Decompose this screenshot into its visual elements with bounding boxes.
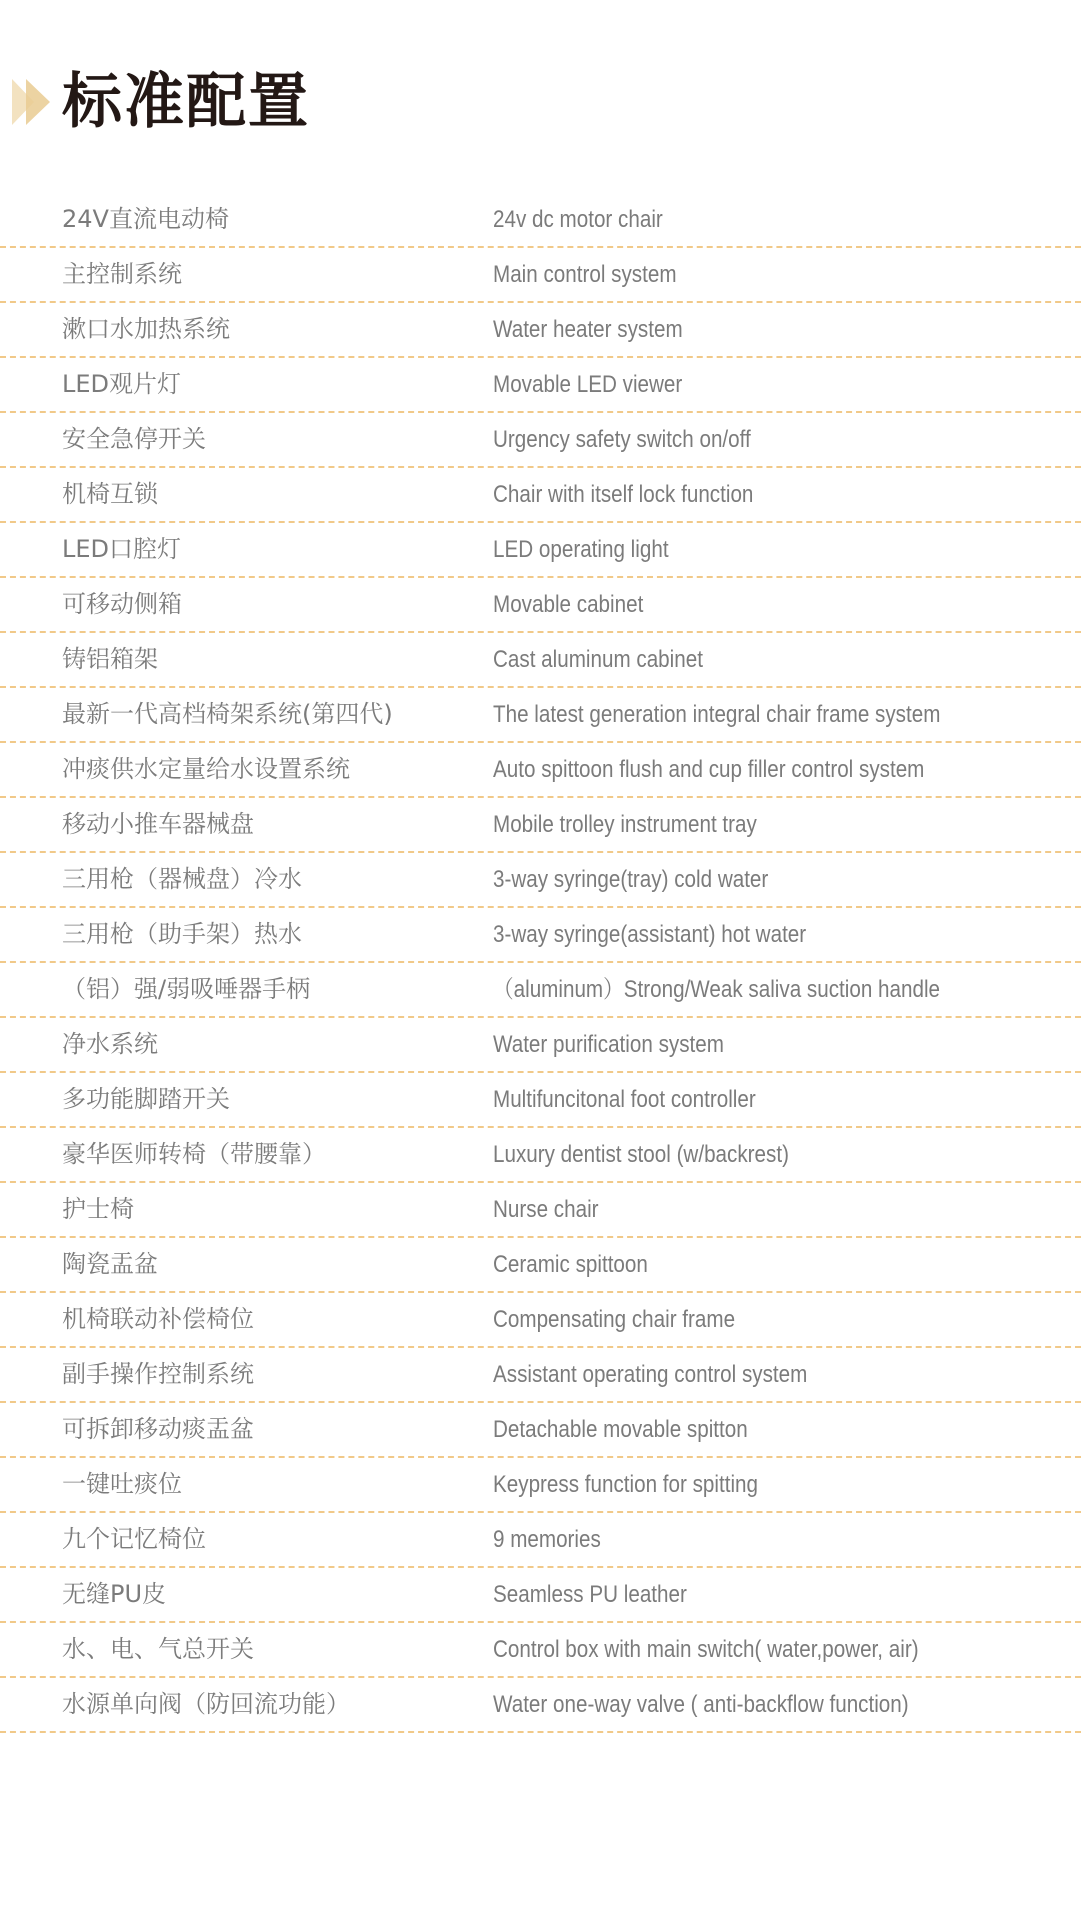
spec-row: [0, 853, 1081, 908]
spec-row: [0, 908, 1081, 963]
spec-cn: 机椅互锁: [62, 480, 158, 508]
spec-en: LED operating light: [493, 536, 669, 563]
spec-row: [0, 413, 1081, 468]
spec-cn: 可拆卸移动痰盂盆: [62, 1415, 254, 1443]
spec-cn: 净水系统: [62, 1030, 158, 1058]
spec-cn: 陶瓷盂盆: [62, 1250, 158, 1278]
spec-en: Multifuncitonal foot controller: [493, 1086, 756, 1113]
spec-en: Water heater system: [493, 316, 683, 343]
spec-cn: 水、电、气总开关: [62, 1635, 254, 1663]
spec-row: [0, 1403, 1081, 1458]
spec-row: [0, 248, 1081, 303]
spec-en: Auto spittoon flush and cup filler control system: [493, 756, 925, 783]
spec-cn: 多功能脚踏开关: [62, 1085, 230, 1113]
spec-en: Compensating chair frame: [493, 1306, 736, 1333]
spec-cn: 机椅联动补偿椅位: [62, 1305, 254, 1333]
spec-en: Water one-way valve ( anti-backflow function): [493, 1691, 909, 1718]
spec-cn: （铝）强/弱吸唾器手柄: [62, 975, 311, 1003]
spec-row: [0, 523, 1081, 578]
spec-cn: 水源单向阀（防回流功能）: [62, 1690, 350, 1718]
spec-row: [0, 1678, 1081, 1733]
spec-en: Water purification system: [493, 1031, 724, 1058]
spec-en: 24v dc motor chair: [493, 206, 663, 233]
spec-en: Cast aluminum cabinet: [493, 646, 703, 673]
spec-row: [0, 633, 1081, 688]
spec-row: [0, 1238, 1081, 1293]
spec-en: Main control system: [493, 261, 677, 288]
spec-cn: 铸铝箱架: [62, 645, 158, 673]
spec-cn: 一键吐痰位: [62, 1470, 182, 1498]
spec-list: [0, 193, 1081, 1733]
spec-row: [0, 1568, 1081, 1623]
spec-row: [0, 303, 1081, 358]
spec-cn: 可移动侧箱: [62, 590, 182, 618]
spec-en: Assistant operating control system: [493, 1361, 808, 1388]
page-header: [12, 62, 310, 142]
spec-en: 9 memories: [493, 1526, 601, 1553]
spec-cn: 无缝PU皮: [62, 1580, 167, 1608]
spec-cn: LED口腔灯: [62, 535, 182, 563]
spec-en: The latest generation integral chair frame system: [493, 701, 941, 728]
spec-cn: 护士椅: [62, 1195, 134, 1223]
spec-row: [0, 578, 1081, 633]
spec-cn: 三用枪（助手架）热水: [62, 920, 302, 948]
spec-cn: 移动小推车器械盘: [62, 810, 254, 838]
spec-cn: 冲痰供水定量给水设置系统: [62, 755, 350, 783]
spec-row: [0, 1293, 1081, 1348]
spec-row: [0, 468, 1081, 523]
spec-cn: 九个记忆椅位: [62, 1525, 206, 1553]
spec-row: [0, 743, 1081, 798]
spec-en: Keypress function for spitting: [493, 1471, 759, 1498]
spec-row: [0, 193, 1081, 248]
spec-row: [0, 1513, 1081, 1568]
spec-row: [0, 358, 1081, 413]
page-title: 标准配置: [62, 67, 310, 137]
spec-cn: 三用枪（器械盘）冷水: [62, 865, 302, 893]
spec-en: Chair with itself lock function: [493, 481, 754, 508]
spec-en: Detachable movable spitton: [493, 1416, 748, 1443]
spec-cn: 24V直流电动椅: [62, 205, 229, 233]
spec-en: Seamless PU leather: [493, 1581, 687, 1608]
spec-en: Nurse chair: [493, 1196, 599, 1223]
spec-en: 3-way syringe(tray) cold water: [493, 866, 769, 893]
spec-row: [0, 688, 1081, 743]
spec-cn: 漱口水加热系统: [62, 315, 230, 343]
spec-cn: 豪华医师转椅（带腰靠）: [62, 1140, 326, 1168]
spec-row: [0, 1623, 1081, 1678]
spec-en: Luxury dentist stool (w/backrest): [493, 1141, 789, 1168]
spec-en: Movable cabinet: [493, 591, 644, 618]
spec-row: [0, 1458, 1081, 1513]
spec-en: Mobile trolley instrument tray: [493, 811, 757, 838]
double-chevron-right-icon: [12, 79, 54, 125]
spec-cn: 最新一代高档椅架系统(第四代): [62, 700, 393, 728]
spec-cn: LED观片灯: [62, 370, 182, 398]
spec-row: [0, 1018, 1081, 1073]
spec-en: Control box with main switch( water,power, air): [493, 1636, 919, 1663]
spec-cn: 主控制系统: [62, 260, 182, 288]
spec-row: [0, 798, 1081, 853]
spec-row: [0, 963, 1081, 1018]
spec-row: [0, 1348, 1081, 1403]
spec-en: Ceramic spittoon: [493, 1251, 648, 1278]
spec-en: Movable LED viewer: [493, 371, 683, 398]
spec-en: 3-way syringe(assistant) hot water: [493, 921, 807, 948]
spec-cn: 安全急停开关: [62, 425, 206, 453]
spec-row: [0, 1183, 1081, 1238]
spec-en: （aluminum）Strong/Weak saliva suction handle: [493, 976, 941, 1003]
spec-row: [0, 1128, 1081, 1183]
spec-row: [0, 1073, 1081, 1128]
spec-en: Urgency safety switch on/off: [493, 426, 751, 453]
spec-cn: 副手操作控制系统: [62, 1360, 254, 1388]
